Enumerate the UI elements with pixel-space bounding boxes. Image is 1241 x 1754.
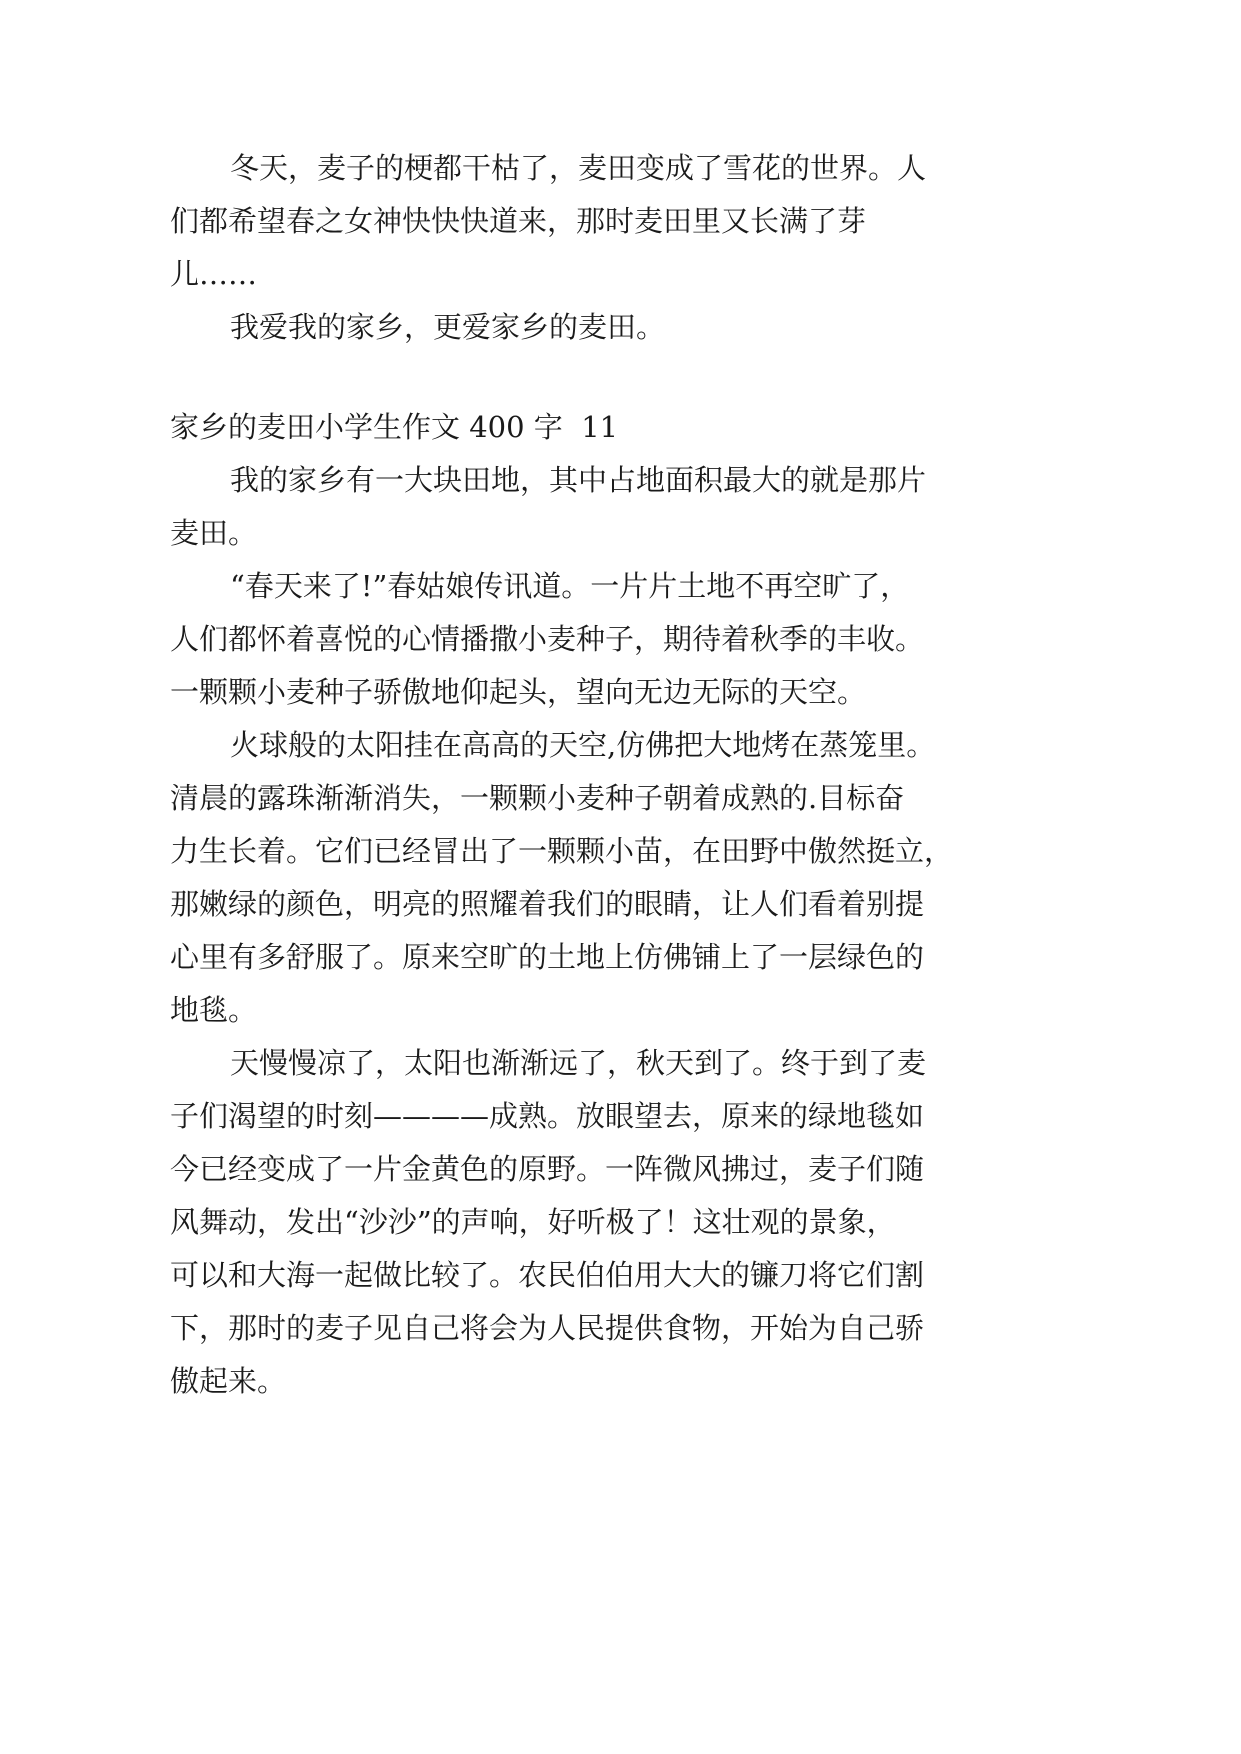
text-line: 我的家乡有一大块田地，其中占地面积最大的就是那片 <box>230 463 927 497</box>
text-line: 心里有多舒服了。原来空旷的土地上仿佛铺上了一层绿色的 <box>170 940 925 974</box>
text-line: 人们都怀着喜悦的心情播撒小麦种子，期待着秋季的丰收。 <box>170 622 925 656</box>
text-line: 儿…… <box>170 257 258 291</box>
text-line: 天慢慢凉了，太阳也渐渐远了，秋天到了。终于到了麦 <box>230 1046 927 1080</box>
text-line: 下，那时的麦子见自己将会为人民提供食物，开始为自己骄 <box>170 1311 925 1345</box>
text-line: 傲起来。 <box>170 1364 287 1398</box>
essay-title: 家乡的麦田小学生作文 400 字 11 <box>170 410 619 444</box>
text-line: 们都希望春之女神快快快道来，那时麦田里又长满了芽 <box>170 204 867 238</box>
text-line: 麦田。 <box>170 516 258 550</box>
text-line: 风舞动，发出“沙沙”的声响，好听极了！这壮观的景象， <box>170 1205 896 1239</box>
text-line: 子们渴望的时刻————成熟。放眼望去，原来的绿地毯如 <box>170 1099 925 1133</box>
text-line: 地毯。 <box>170 993 258 1027</box>
text-line: 火球般的太阳挂在高高的天空,仿佛把大地烤在蒸笼里。 <box>230 728 936 762</box>
text-line: 一颗颗小麦种子骄傲地仰起头，望向无边无际的天空。 <box>170 675 867 709</box>
text-line: 今已经变成了一片金黄色的原野。一阵微风拂过，麦子们随 <box>170 1152 925 1186</box>
text-line: “春天来了!”春姑娘传讯道。一片片土地不再空旷了， <box>230 569 910 603</box>
text-line: 可以和大海一起做比较了。农民伯伯用大大的镰刀将它们割 <box>170 1258 925 1292</box>
text-line: 我爱我的家乡，更爱家乡的麦田。 <box>230 310 666 344</box>
text-line: 力生长着。它们已经冒出了一颗颗小苗，在田野中傲然挺立， <box>170 834 954 868</box>
text-line: 冬天，麦子的梗都干枯了，麦田变成了雪花的世界。人 <box>230 151 927 185</box>
text-line: 清晨的露珠渐渐消失，一颗颗小麦种子朝着成熟的.目标奋 <box>170 781 905 815</box>
text-line: 那嫩绿的颜色，明亮的照耀着我们的眼睛，让人们看着别提 <box>170 887 925 921</box>
